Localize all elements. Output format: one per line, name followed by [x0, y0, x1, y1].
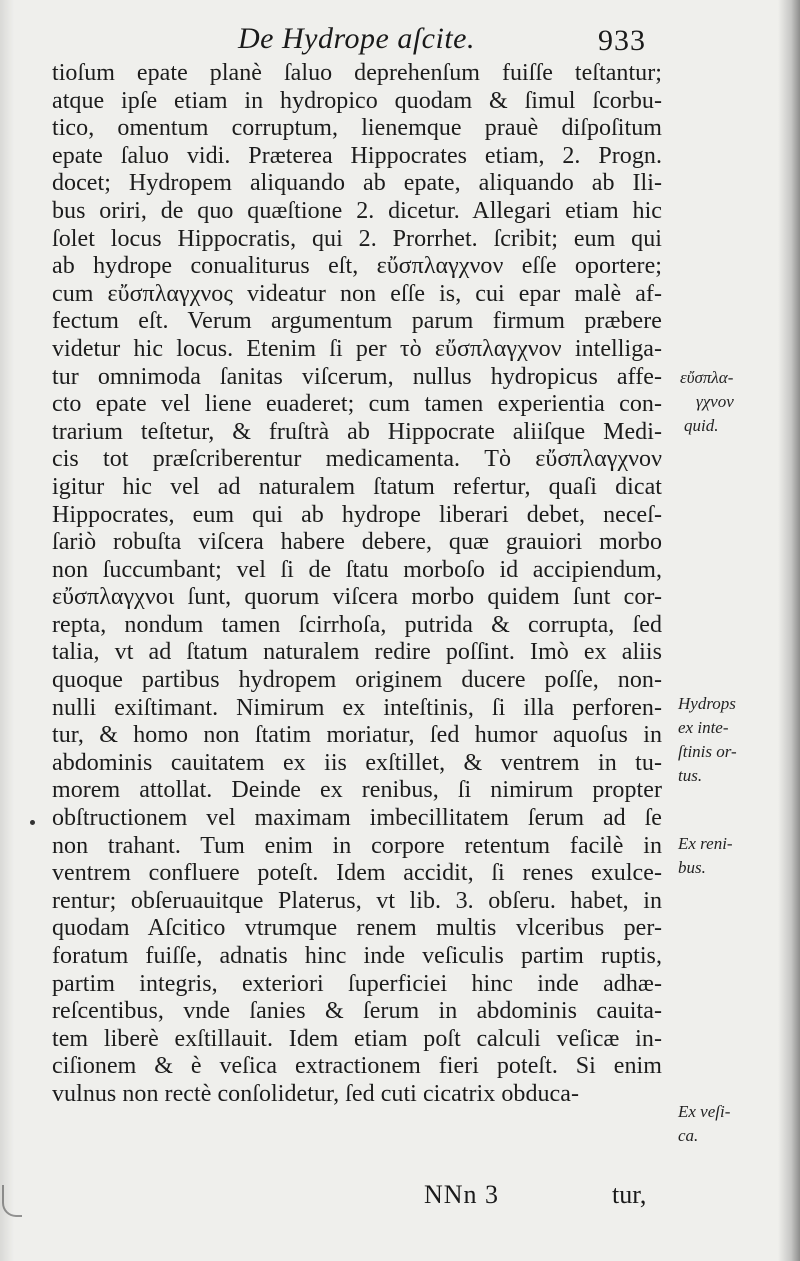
- text-line: trarium teſtetur, & fruſtrà ab Hippocrate aliiſque Medi-: [52, 418, 662, 445]
- margin-note-line: εὔσπλα-: [680, 368, 734, 387]
- text-line: obſtructionem vel maximam imbecillitatem ſerum ad ſe: [52, 805, 662, 832]
- text-line: abdominis cauitatem ex iis exſtillet, & ventrem in tu-: [52, 749, 662, 776]
- text-line: morem attollat. Deinde ex renibus, ſi nimirum propter: [52, 777, 662, 804]
- body-text: [52, 60, 662, 1109]
- text-line: vulnus non rectè conſolidetur, ſed cuti cicatrix obduca-: [52, 1080, 579, 1107]
- page-number: 933: [598, 24, 646, 57]
- margin-note-line: tus.: [678, 766, 703, 785]
- text-line: tur, & homo non ſtatim moriatur, ſed humor aquoſus in: [52, 722, 662, 749]
- text-line: Hippocrates, eum qui ab hydrope liberari debet, neceſ-: [52, 501, 662, 528]
- margin-note-ex-vesica: [678, 1100, 730, 1148]
- signature-mark: NNn 3: [424, 1180, 500, 1209]
- text-line: talia, vt ad ſtatum naturalem redire poſſint. Imò ex aliis: [52, 639, 662, 666]
- margin-note-line: ex inte-: [678, 718, 729, 737]
- text-line: cto epate vel liene euaderet; cum tamen experientia con-: [52, 391, 662, 418]
- text-line: ſolet locus Hippocratis, qui 2. Prorrhet. ſcribit; eum qui: [52, 225, 662, 252]
- text-line: ventrem confluere poteſt. Idem accidit, ſi renes exulce-: [52, 860, 662, 887]
- margin-note-line: γχνον: [696, 392, 734, 411]
- text-line: bus oriri, de quo quӕſtione 2. dicetur. Allegari etiam hic: [52, 197, 662, 224]
- text-line: ſariò robuſta viſcera habere debere, quӕ grauiori morbo: [52, 529, 662, 556]
- text-line: repta, nondum tamen ſcirrhoſa, putrida & corrupta, ſed: [52, 611, 662, 638]
- text-line: quoque partibus hydropem originem ducere poſſe, non-: [52, 667, 662, 694]
- text-line: partim integris, exteriori ſuperficiei hinc inde adhӕ-: [52, 970, 662, 997]
- margin-note-hydrops-intestinis: [678, 692, 737, 788]
- catchword: tur,: [612, 1180, 647, 1209]
- margin-note-line: Ex reni-: [678, 834, 733, 853]
- margin-note-line: bus.: [678, 858, 706, 877]
- margin-note-line: ſtinis or-: [678, 742, 737, 761]
- text-line: videtur hic locus. Etenim ſi per τὸ εὔσπλαγχνον intelliga-: [52, 335, 662, 362]
- text-line: docet; Hydropem aliquando ab epate, aliquando ab Ili-: [52, 170, 662, 197]
- margin-note-line: Ex veſi-: [678, 1102, 731, 1121]
- text-line: εὔσπλαγχνοι ſunt, quorum viſcera morbo quidem ſunt cor-: [52, 584, 662, 611]
- text-line: foratum fuiſſe, adnatis hinc inde veſiculis partim ruptis,: [52, 943, 662, 969]
- margin-notes: [672, 0, 792, 1261]
- margin-note-line: quid.: [684, 416, 719, 435]
- text-line: cum εὔσπλαγχνος videatur non eſſe is, cui epar malè af-: [52, 280, 662, 307]
- text-line: ab hydrope conualiturus eſt, εὔσπλαγχνον eſſe oportere;: [52, 253, 662, 280]
- text-line: non ſuccumbant; vel ſi de ſtatu morboſo id accipiendum,: [52, 556, 662, 583]
- text-line: non trahant. Tum enim in corpore retentum facilè in: [52, 832, 662, 859]
- text-line: atque ipſe etiam in hydropico quodam & ſimul ſcorbu-: [52, 87, 662, 114]
- text-line: epate ſaluo vidi. Prӕterea Hippocrates etiam, 2. Progn.: [52, 142, 662, 169]
- margin-note-line: Hydrops: [678, 694, 736, 713]
- margin-note-ex-renibus: [678, 832, 733, 880]
- text-line: rentur; obſeruauitque Platerus, vt lib. 3. obſeru. habet, in: [52, 887, 662, 914]
- text-line: reſcentibus, vnde ſanies & ſerum in abdominis cauita-: [52, 998, 662, 1025]
- text-line: tioſum epate planè ſaluo deprehenſum fuiſſe teſtantur;: [52, 60, 662, 86]
- margin-note-eusplanchnon: [680, 366, 734, 438]
- running-head-title: De Hydrope aſcite.: [238, 22, 475, 55]
- text-line: cis tot prӕſcriberentur medicamenta. Τὸ εὔσπλαγχνον: [52, 446, 662, 473]
- page-gutter-shadow: [0, 0, 14, 1261]
- page-footer: [0, 1180, 800, 1220]
- text-line: fectum eſt. Verum argumentum parum firmum prӕbere: [52, 308, 662, 335]
- text-line: tem liberè exſtillauit. Idem etiam poſt calculi veſicӕ in-: [52, 1025, 662, 1052]
- margin-note-line: ca.: [678, 1126, 699, 1145]
- binding-mark: [2, 1185, 22, 1217]
- text-line: tico, omentum corruptum, lienemque prauè diſpoſitum: [52, 115, 662, 142]
- text-line: tur omnimoda ſanitas viſcerum, nullus hydropicus affe-: [52, 363, 662, 390]
- text-line: nulli exiſtimant. Nimirum ex inteſtinis, ſi illa perforen-: [52, 694, 662, 721]
- text-line: quodam Aſcitico vtrumque renem multis vlceribus per-: [52, 915, 662, 942]
- text-line: igitur hic vel ad naturalem ſtatum refertur, quaſi dicat: [52, 473, 662, 500]
- text-line: ciſionem & è veſica extractionem fieri poteſt. Si enim: [52, 1053, 662, 1080]
- margin-dot-mark: [30, 820, 35, 825]
